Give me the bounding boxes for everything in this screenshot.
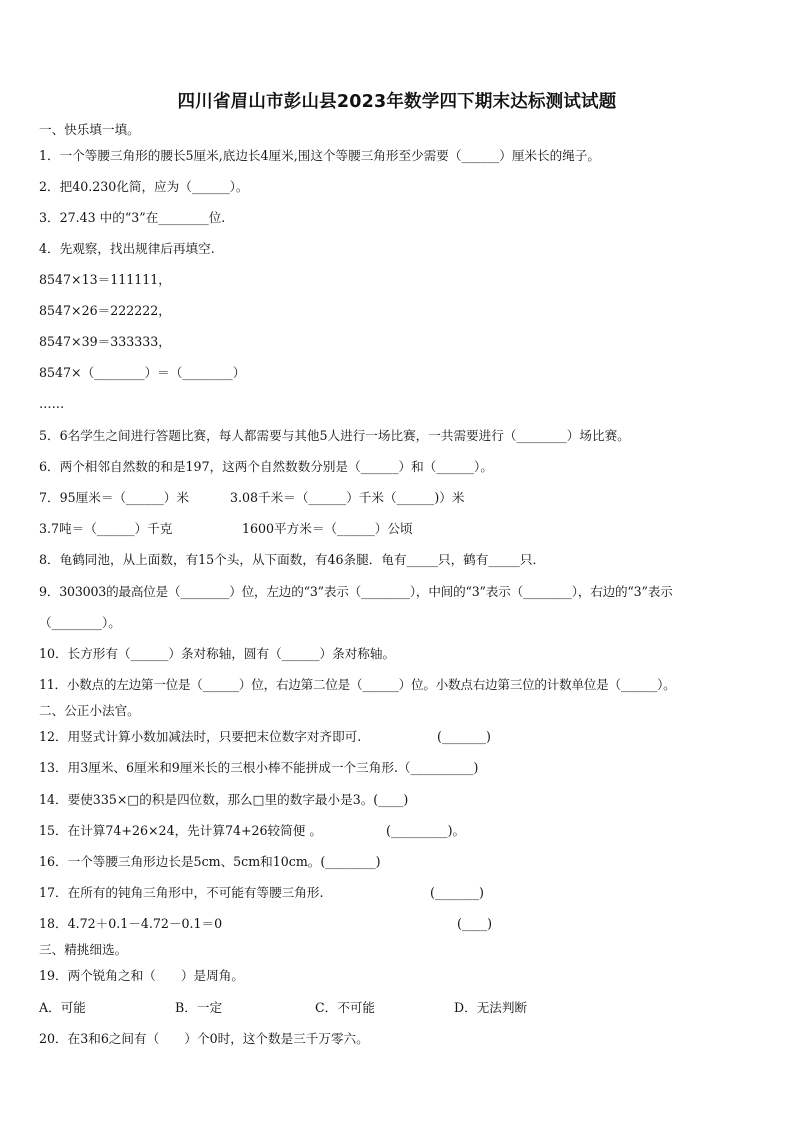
question-19-option-c: C．不可能 bbox=[315, 1000, 376, 1015]
section-heading-2: 二、公正小法官。 bbox=[39, 703, 140, 718]
question-8: 8．龟鹤同池，从上面数，有15个头，从下面数，有46条腿．龟有_____只，鹤有_____只． bbox=[39, 552, 546, 567]
question-7-part-d: 1600平方米＝（______）公顷 bbox=[242, 521, 413, 536]
question-13: 13．用3厘米、6厘米和9厘米长的三根小棒不能拼成一个三角形.（__________) bbox=[39, 760, 479, 775]
question-4-line-1: 8547×13＝111111， bbox=[39, 272, 171, 287]
question-4-ellipsis: …… bbox=[39, 396, 65, 411]
question-19-option-d: D．无法判断 bbox=[454, 1000, 528, 1015]
question-19: 19．两个锐角之和（ ）是周角。 bbox=[39, 968, 244, 983]
section-heading-1: 一、快乐填一填。 bbox=[39, 122, 140, 137]
question-4-line-3: 8547×39＝333333， bbox=[39, 334, 171, 349]
question-14: 14．要使335×□的积是四位数，那么□里的数字最小是3。(____) bbox=[39, 792, 409, 807]
question-19-option-b: B．一定 bbox=[175, 1000, 223, 1015]
question-4-line-4: 8547×（________）＝（________） bbox=[39, 365, 246, 380]
question-7-part-a: 7．95厘米＝（______）米 bbox=[39, 490, 189, 505]
question-4: 4．先观察，找出规律后再填空. bbox=[39, 241, 215, 256]
question-7-part-b: 3.08千米＝（______）千米（______)）米 bbox=[230, 490, 465, 505]
question-1: 1．一个等腰三角形的腰长5厘米,底边长4厘米,围这个等腰三角形至少需要（______）厘米长的绳子。 bbox=[39, 148, 600, 163]
question-2: 2．把40.230化简，应为（______）。 bbox=[39, 179, 249, 194]
question-9: 9．303003的最高位是（________）位，左边的“3”表示（________），中间的“3”表示（________），右边的“3”表示 bbox=[39, 584, 673, 599]
question-12: 12．用竖式计算小数加减法时，只要把末位数字对齐即可. bbox=[39, 729, 362, 744]
question-11: 11．小数点的左边第一位是（______）位，右边第二位是（______）位。小数点右边第三位的计数单位是（______）。 bbox=[39, 677, 676, 692]
question-18-answer: (____) bbox=[457, 916, 493, 931]
question-17-answer: (_______) bbox=[430, 885, 484, 900]
page-title: 四川省眉山市彭山县2023年数学四下期末达标测试试题 bbox=[177, 92, 617, 112]
question-10: 10．长方形有（______）条对称轴，圆有（______）条对称轴。 bbox=[39, 646, 396, 661]
question-12-answer: (_______) bbox=[437, 729, 491, 744]
question-15-answer: (_________)。 bbox=[386, 823, 466, 838]
question-18: 18．4.72＋0.1－4.72－0.1＝0 bbox=[39, 916, 223, 931]
question-20: 20．在3和6之间有（ ）个0时，这个数是三千万零六。 bbox=[39, 1031, 369, 1046]
question-9-continued: （________）。 bbox=[39, 615, 121, 630]
question-19-option-a: A．可能 bbox=[39, 1000, 86, 1015]
question-3: 3．27.43 中的“3”在________位. bbox=[39, 210, 226, 225]
question-5: 5．6名学生之间进行答题比赛，每人都需要与其他5人进行一场比赛，一共需要进行（________）场比赛。 bbox=[39, 428, 630, 443]
question-7-part-c: 3.7吨＝（______）千克 bbox=[39, 521, 173, 536]
question-17: 17．在所有的钝角三角形中，不可能有等腰三角形. bbox=[39, 885, 324, 900]
question-15: 15．在计算74+26×24，先计算74+26较简便 。 bbox=[39, 823, 322, 838]
section-heading-3: 三、精挑细选。 bbox=[39, 942, 128, 957]
question-16: 16．一个等腰三角形边长是5cm、5cm和10cm。(________) bbox=[39, 854, 381, 869]
question-6: 6．两个相邻自然数的和是197，这两个自然数数分别是（______）和（______）。 bbox=[39, 459, 493, 474]
question-4-line-2: 8547×26＝222222， bbox=[39, 303, 171, 318]
